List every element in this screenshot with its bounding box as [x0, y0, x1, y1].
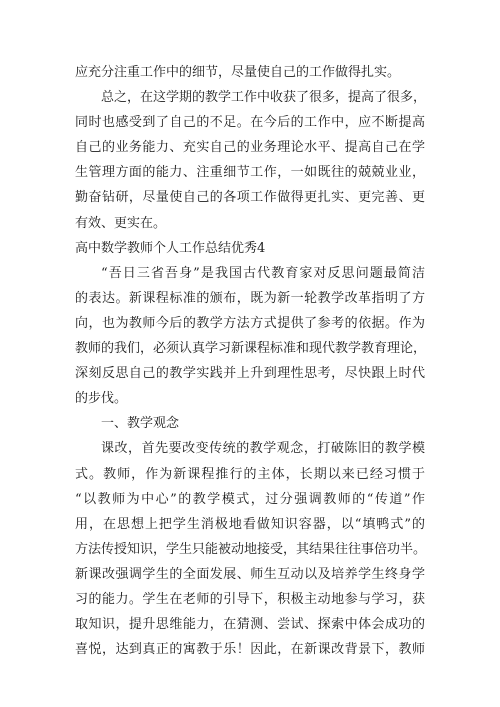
- subsection-heading: 一、教学观念: [101, 416, 180, 432]
- text-line: 深刻反思自己的教学实践并上升到理性思考，尽快跟上时代: [75, 366, 425, 382]
- text-line: “吾日三省吾身”是我国古代教育家对反思问题最简洁: [101, 265, 425, 281]
- text-line: 式。教师，作为新课程推行的主体，长期以来已经习惯于: [75, 466, 425, 482]
- text-line: 新课改强调学生的全面发展、师生互动以及培养学生终身学: [75, 566, 425, 582]
- text-line: 向，也为教师今后的教学方法方式提供了参考的依据。作为: [75, 315, 425, 331]
- text-line: 同时也感受到了自己的不足。在今后的工作中，应不断提高: [75, 115, 425, 131]
- text-line: 有效、更实在。: [75, 215, 167, 231]
- text-line: 习的能力。学生在老师的引导下，积极主动地参与学习，获: [75, 591, 425, 607]
- text-line: 自己的业务能力、充实自己的业务理论水平、提高自己在学: [75, 140, 425, 156]
- text-line: 方法传授知识，学生只能被动地接受，其结果往往事倍功半。: [75, 541, 427, 557]
- text-line: 用，在思想上把学生消极地看做知识容器，以“填鸭式”的: [75, 516, 425, 532]
- text-line: 教师的我们，必须认真学习新课程标准和现代教学教育理论，: [75, 341, 427, 357]
- document-body: [75, 60, 425, 662]
- text-line: 喜悦，达到真正的寓教于乐！因此，在新课改背景下，教师: [75, 642, 425, 658]
- text-line: “以教师为中心”的教学模式，过分强调教师的“传道”作: [75, 491, 425, 507]
- text-line: 应充分注重工作中的细节，尽量使自己的工作做得扎实。: [75, 65, 401, 80]
- text-line: 生管理方面的能力、注重细节工作，一如既往的兢兢业业，: [75, 165, 425, 181]
- text-line: 总之，在这学期的教学工作中收获了很多，提高了很多，: [101, 90, 427, 106]
- text-line: 的表达。新课程标准的颁布，既为新一轮教学改革指明了方: [75, 290, 425, 306]
- text-line: 取知识，提升思维能力，在猜测、尝试、探索中体会成功的: [75, 617, 425, 633]
- section-title: 高中数学教师个人工作总结优秀4: [75, 240, 266, 256]
- text-line: 的步伐。: [75, 391, 128, 407]
- text-line: 勤奋钻研，尽量使自己的各项工作做得更扎实、更完善、更: [75, 190, 425, 206]
- text-line: 课改，首先要改变传统的教学观念，打破陈旧的教学模: [101, 441, 425, 457]
